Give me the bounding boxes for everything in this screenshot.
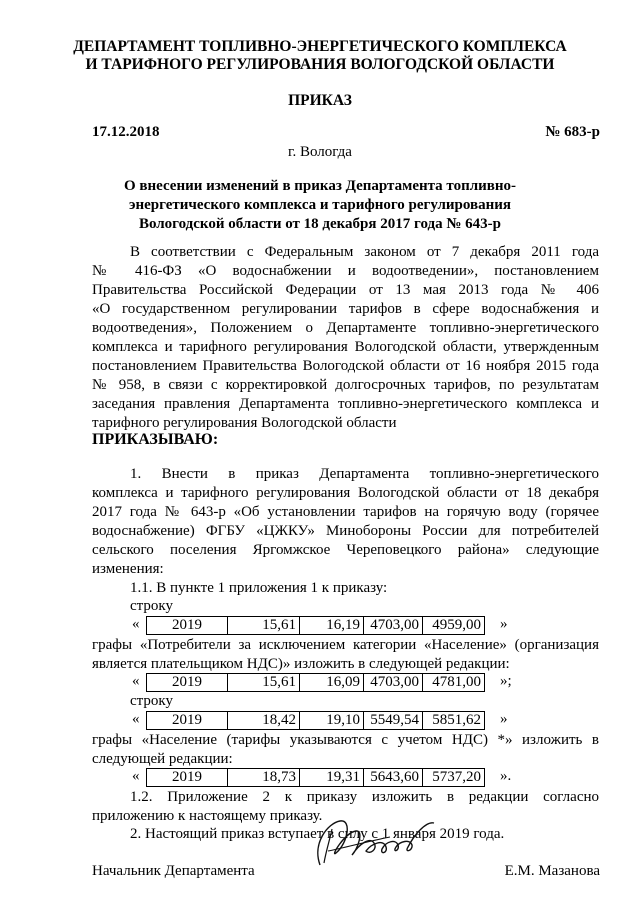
- row-close-quote: »: [500, 711, 508, 727]
- tariff-value: 19,10: [300, 712, 364, 730]
- department-name-line1: ДЕПАРТАМЕНТ ТОПЛИВНО-ЭНЕРГЕТИЧЕСКОГО КОМПЛЕКСА: [73, 38, 567, 55]
- row-open-quote: «: [132, 711, 140, 727]
- item1-line: водоснабжение) ФГБУ «ЦЖКУ» Минобороны России для потребителей: [92, 523, 599, 539]
- tariff-year: 2019: [147, 617, 228, 635]
- item1-line: 2017 года № 643-р «Об установлении тарифов на горячую воду (горячее: [92, 504, 599, 520]
- preamble-line: тарифного регулирования Вологодской области: [92, 415, 397, 431]
- text-after-row3: графы «Население (тарифы указываются с учетом НДС) *» изложить в: [92, 732, 599, 748]
- order-number: № 683-р: [545, 124, 600, 140]
- tariff-value: 18,73: [228, 769, 300, 787]
- preamble-line: «О государственном регулировании тарифов в сфере водоснабжения и: [92, 301, 599, 317]
- stroku-label: строку: [130, 598, 173, 614]
- text-after-row3: следующей редакции:: [92, 751, 233, 767]
- tariff-value: 5549,54: [364, 712, 423, 730]
- document-type: ПРИКАЗ: [288, 92, 352, 109]
- preamble-line: постановлением Правительства Вологодской области от 16 ноября 2015 года: [92, 358, 599, 374]
- signatory-position: Начальник Департамента: [92, 863, 255, 879]
- subject-line-3: Вологодской области от 18 декабря 2017 года № 643-р: [138, 216, 502, 232]
- row-open-quote: «: [132, 673, 140, 689]
- tariff-value: 15,61: [228, 617, 300, 635]
- text-after-row1: является плательщиком НДС)» изложить в следующей редакции:: [92, 656, 510, 672]
- subject-line-1: О внесении изменений в приказ Департамента топливно-: [123, 178, 517, 194]
- tariff-value: 4703,00: [364, 674, 423, 692]
- preamble-line: № 416-ФЗ «О водоснабжении и водоотведении», постановлением: [92, 263, 599, 279]
- tariff-value: 5643,60: [364, 769, 423, 787]
- row-close-quote: »: [500, 616, 508, 632]
- tariff-value: 18,42: [228, 712, 300, 730]
- tariff-value: 16,19: [300, 617, 364, 635]
- order-word: ПРИКАЗЫВАЮ:: [92, 431, 219, 448]
- order-date: 17.12.2018: [92, 124, 160, 140]
- item1-line: сельского поселения Яргомжское Череповецкого района» следующие: [92, 542, 599, 558]
- preamble-line: комплекса и тарифного регулирования Вологодской области, утвержденным: [92, 339, 599, 355]
- preamble-line: водоотведения», Положением о Департаменте топливно-энергетического: [92, 320, 599, 336]
- tariff-value: 19,31: [300, 769, 364, 787]
- item-1-2-line: приложению к настоящему приказу.: [92, 808, 323, 824]
- department-name-line2: И ТАРИФНОГО РЕГУЛИРОВАНИЯ ВОЛОГОДСКОЙ ОБЛАСТИ: [85, 56, 555, 73]
- preamble-line: В соответствии с Федеральным законом от 7 декабря 2011 года: [130, 244, 599, 260]
- tariff-value: 4959,00: [423, 617, 485, 635]
- item1-line: 1. Внести в приказ Департамента топливно-энергетического: [130, 466, 599, 482]
- row-close-quote: ».: [500, 768, 512, 784]
- item-2: 2. Настоящий приказ вступает в силу с 1 января 2019 года.: [130, 826, 505, 842]
- item1-line: изменения:: [92, 561, 164, 577]
- tariff-value: 5737,20: [423, 769, 485, 787]
- row-open-quote: «: [132, 768, 140, 784]
- item-1-2-line: 1.2. Приложение 2 к приказу изложить в редакции согласно: [130, 789, 599, 805]
- item1-line: комплекса и тарифного регулирования Вологодской области от 18 декабря: [92, 485, 599, 501]
- row-close-quote: »;: [500, 673, 512, 689]
- tariff-year: 2019: [147, 769, 228, 787]
- order-city: г. Вологда: [288, 144, 352, 160]
- subject-line-2: энергетического комплекса и тарифного регулирования: [128, 197, 512, 213]
- row-open-quote: «: [132, 616, 140, 632]
- preamble-line: № 958, в связи с корректировкой долгосрочных тарифов, по результатам: [92, 377, 599, 393]
- tariff-row-1: [146, 616, 485, 635]
- preamble-line: заседания правления Департамента топливно-энергетического комплекса и: [92, 396, 599, 412]
- tariff-year: 2019: [147, 712, 228, 730]
- tariff-value: 5851,62: [423, 712, 485, 730]
- tariff-year: 2019: [147, 674, 228, 692]
- text-after-row1: графы «Потребители за исключением категории «Население» (организация: [92, 637, 599, 653]
- tariff-row-3: [146, 711, 485, 730]
- tariff-value: 15,61: [228, 674, 300, 692]
- tariff-row-4: [146, 768, 485, 787]
- tariff-value: 4781,00: [423, 674, 485, 692]
- preamble-line: Правительства Российской Федерации от 13 мая 2013 года № 406: [92, 282, 599, 298]
- handwritten-signature: [300, 803, 450, 883]
- tariff-row-2: [146, 673, 485, 692]
- signatory-name: Е.М. Мазанова: [504, 863, 600, 879]
- tariff-value: 4703,00: [364, 617, 423, 635]
- item-1-1: 1.1. В пункте 1 приложения 1 к приказу:: [130, 580, 388, 596]
- stroku-label: строку: [130, 693, 173, 709]
- tariff-value: 16,09: [300, 674, 364, 692]
